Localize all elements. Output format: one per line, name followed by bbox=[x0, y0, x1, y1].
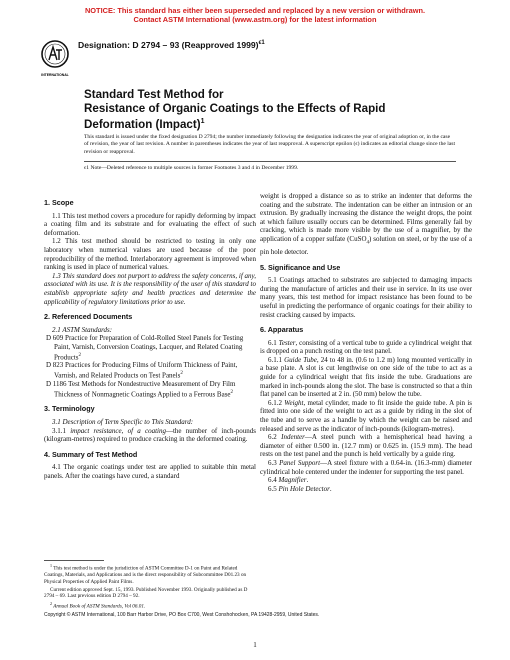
reference-d1186 bbox=[44, 380, 256, 399]
designation-epsilon: ϵ1 bbox=[258, 40, 265, 47]
term-guide-tube: Guide Tube bbox=[284, 355, 317, 364]
title-line-3: Deformation (Impact) bbox=[84, 117, 201, 131]
paragraph-6-5 bbox=[260, 485, 472, 494]
notice-line-2: Contact ASTM International (www.astm.org) for the latest information bbox=[133, 15, 377, 24]
paragraph-6-5-end: . bbox=[329, 484, 332, 493]
epsilon-note-text: Note—Deleted reference to multiple sources in former Footnotes 3 and 4 in December 1999. bbox=[90, 165, 299, 171]
epsilon-note bbox=[84, 165, 456, 172]
title-line-2: Resistance of Organic Coatings to the Effects of Rapid bbox=[84, 101, 386, 115]
paragraph-2-1: 2.1 ASTM Standards: bbox=[52, 325, 113, 334]
paragraph-6-2-text: —A steel punch with a hemispherical head having a diameter of either 0.500 in. (12.7 mm) or 0.625 in. (15.9 mm). The head rests on the test panel and the punch is held vertically by a guide ring. bbox=[260, 433, 473, 459]
paragraph-6-1-1-text: , 24 to 48 in. (0.6 to 1.2 m) long mounted vertically in a base plate. A slot is cut lengthwise on one side of the tube to act as a guide for a cylindrical weight that fits inside the tube. Graduations are marked in inch-pounds along the slot. The base is constructed so that a thin flat panel can be inserted at 2 in. (50 mm) below the tube. bbox=[260, 355, 472, 399]
term-weight: Weight bbox=[284, 398, 304, 407]
term-impact-resistance: impact resistance, of a coating bbox=[70, 426, 166, 435]
term-magnifier: Magnifier bbox=[278, 476, 307, 485]
footnote-1-mark: 1 bbox=[50, 563, 52, 568]
section-heading-summary: 4. Summary of Test Method bbox=[44, 449, 138, 459]
footnote-divider bbox=[44, 560, 104, 561]
reference-d1186-footnote: 2 bbox=[230, 389, 234, 395]
footnotes bbox=[44, 563, 256, 611]
paragraph-6-5-number: 6.5 bbox=[268, 484, 279, 493]
paragraph-3-1-1-number: 3.1.1 bbox=[52, 426, 71, 435]
paragraph-6-4-number: 6.4 bbox=[268, 476, 279, 485]
footnote-2-text: Annual Book of ASTM Standards, Vol 06.01. bbox=[52, 603, 146, 610]
paragraph-6-1 bbox=[260, 339, 472, 356]
paragraph-6-3-text: —A steel fixture with a 0.64-in. (16.3-mm) diameter cylindrical hole centered under the indenter for supporting the test panel. bbox=[260, 459, 472, 476]
paragraph-6-1-1 bbox=[260, 356, 472, 399]
section-heading-significance: 5. Significance and Use bbox=[260, 262, 341, 272]
paragraph-6-3 bbox=[260, 459, 472, 476]
paragraph-6-4-end: . bbox=[306, 476, 309, 485]
paragraph-6-1-2-text: , metal cylinder, made to fit inside the guide tube. A pin is fitted into one side of the weight to act as a guide by riding in the slot of the tube and to serve as a handle by which the weight can be raised and released and serve as the indicator of inch-pounds (kilogram-metres). bbox=[260, 398, 472, 433]
cuso4-subscript: 4 bbox=[366, 240, 370, 246]
section-heading-apparatus: 6. Apparatus bbox=[260, 325, 304, 335]
left-column bbox=[44, 192, 256, 481]
notice-line-1: NOTICE: This standard has either been superseded and replaced by a new version or withdrawn. bbox=[84, 6, 426, 15]
term-indenter: Indenter bbox=[281, 433, 305, 442]
paragraph-1-1: 1.1 This test method covers a procedure for rapidly deforming by impact a coating film and its substrate and for evaluating the effect of such deformation. bbox=[44, 211, 256, 237]
reference-d823 bbox=[44, 361, 256, 380]
paragraph-4-1: 4.1 The organic coatings under test are applied to suitable thin metal panels. After the coatings have cured, a standard bbox=[44, 463, 256, 481]
reference-d823-text: D 823 Practices for Producing Films of Uniform Thickness of Paint, Varnish, and Related Products on Test Panels bbox=[46, 361, 238, 380]
paragraph-5-1: 5.1 Coatings attached to substrates are subjected to damaging impacts during the manufacture of articles and their use in service. In its use over many years, this test method for impact resistance has been found to be useful in predicting the performance of organic coatings for their ability to resist cracking caused by impacts. bbox=[260, 276, 472, 319]
footnote-2-mark: 2 bbox=[50, 600, 52, 606]
paragraph-4-1-continued bbox=[260, 192, 472, 257]
logo-caption: INTERNATIONAL bbox=[41, 73, 69, 77]
title-line-1: Standard Test Method for bbox=[84, 88, 224, 101]
page-number: 1 bbox=[253, 641, 257, 649]
right-column bbox=[260, 192, 472, 493]
copyright-line: Copyright © ASTM International, 100 Barr Harbor Drive, PO Box C700, West Conshohocken, PA 19428-2959, United States. bbox=[44, 612, 320, 618]
paragraph-1-2: 1.2 This test method should be restricted to testing in only one laboratory when numerical values are used because of the poor reproducibility of the method. Interlaboratory agreement is improved when ranking is used in place of numerical values. bbox=[44, 237, 256, 272]
supersession-notice bbox=[0, 6, 510, 24]
paragraph-6-3-number: 6.3 bbox=[268, 459, 280, 468]
document-title bbox=[84, 88, 444, 131]
paragraph-6-1-2-number: 6.1.2 bbox=[268, 398, 285, 407]
paragraph-4-1-continued-text: weight is dropped a distance so as to strike an indenter that deforms the coating and the substrate. The indentation can be either an intrusion or an extrusion. By gradually increasing the distance the weight drops, the point at which failure usually occurs can be determined. Films generally fail by cracking, which is made more visible by the use of a magnifier, by the application of a copper sulfate (CuSO bbox=[260, 192, 472, 243]
paragraph-6-1-number: 6.1 bbox=[268, 338, 279, 347]
paragraph-6-2-number: 6.2 bbox=[268, 433, 282, 442]
issuance-statement: This standard is issued under the fixed designation D 2794; the number immediately following the designation indicates the year of original adoption or, in the case of revision, the year of last revision. A number in parentheses indicates the year of last reapproval. A superscript epsilon (ϵ) indicates an editorial change since the last revision or reapproval. bbox=[84, 134, 456, 155]
title-footnote-mark: 1 bbox=[200, 118, 205, 125]
paragraph-3-1-1-definition: —the number of inch-pounds (kilogram-metres) required to produce cracking in the deformed coating. bbox=[44, 426, 256, 444]
section-heading-referenced-documents: 2. Referenced Documents bbox=[44, 312, 133, 322]
astm-logo bbox=[40, 38, 70, 80]
footnote-2 bbox=[44, 601, 256, 610]
paragraph-6-1-text: , consisting of a vertical tube to guide a cylindrical weight that is dropped on a punch resting on the test panel. bbox=[260, 338, 472, 356]
term-panel-support: Panel Support bbox=[279, 459, 321, 468]
designation-text: Designation: D 2794 – 93 (Reapproved 1999) bbox=[78, 40, 259, 50]
reference-d609-footnote: 2 bbox=[78, 352, 81, 358]
footnote-1 bbox=[44, 563, 256, 586]
paragraph-6-1-2 bbox=[260, 399, 472, 433]
epsilon-note-mark: ϵ1 bbox=[84, 165, 90, 171]
section-heading-terminology: 3. Terminology bbox=[44, 404, 95, 414]
paragraph-6-4 bbox=[260, 476, 472, 485]
reference-d609-text: D 609 Practice for Preparation of Cold-Rolled Steel Panels for Testing Paint, Varnish, Conversion Coatings, Lacquer, and Related Coating Products bbox=[46, 334, 244, 361]
reference-d823-footnote: 2 bbox=[180, 371, 183, 377]
reference-d1186-text: D 1186 Test Methods for Nondestructive Measurement of Dry Film Thickness of Nonmagnetic Coatings Applied to a Ferrous Base bbox=[46, 379, 236, 398]
term-pin-hole-detector: Pin Hole Detector bbox=[278, 484, 330, 493]
section-heading-scope: 1. Scope bbox=[44, 198, 74, 207]
paragraph-3-1-1 bbox=[44, 427, 256, 444]
paragraph-6-2 bbox=[260, 433, 472, 459]
header-divider bbox=[84, 161, 456, 162]
footnote-1-edition: Current edition approved Sept. 15, 1993. Published November 1993. Originally published as D 2794 – 69. Last previous edition D 2794 – 92. bbox=[44, 586, 248, 600]
paragraph-6-1-1-number: 6.1.1 bbox=[268, 355, 285, 364]
designation bbox=[78, 40, 265, 50]
reference-d609 bbox=[44, 334, 256, 361]
paragraph-3-1: 3.1 Description of Term Specific to This Standard: bbox=[52, 418, 194, 427]
term-tester: Tester bbox=[278, 338, 296, 347]
paragraph-1-3: 1.3 This standard does not purport to address the safety concerns, if any, associated with its use. It is the responsibility of the user of this standard to establish appropriate safety and health practices and determine the applicability of regulatory limitations prior to use. bbox=[44, 271, 256, 306]
paragraph-4-1-continued-end: ) solution on steel, or by the use of a pin hole detector. bbox=[260, 234, 472, 256]
footnote-1-text: This test method is under the jurisdiction of ASTM Committee D-1 on Paint and Related Coatings, Materials, and Applications and is the direct responsibility of Subcommittee D01.23 on Physical Properties of Applied Paint Films. bbox=[44, 565, 247, 585]
